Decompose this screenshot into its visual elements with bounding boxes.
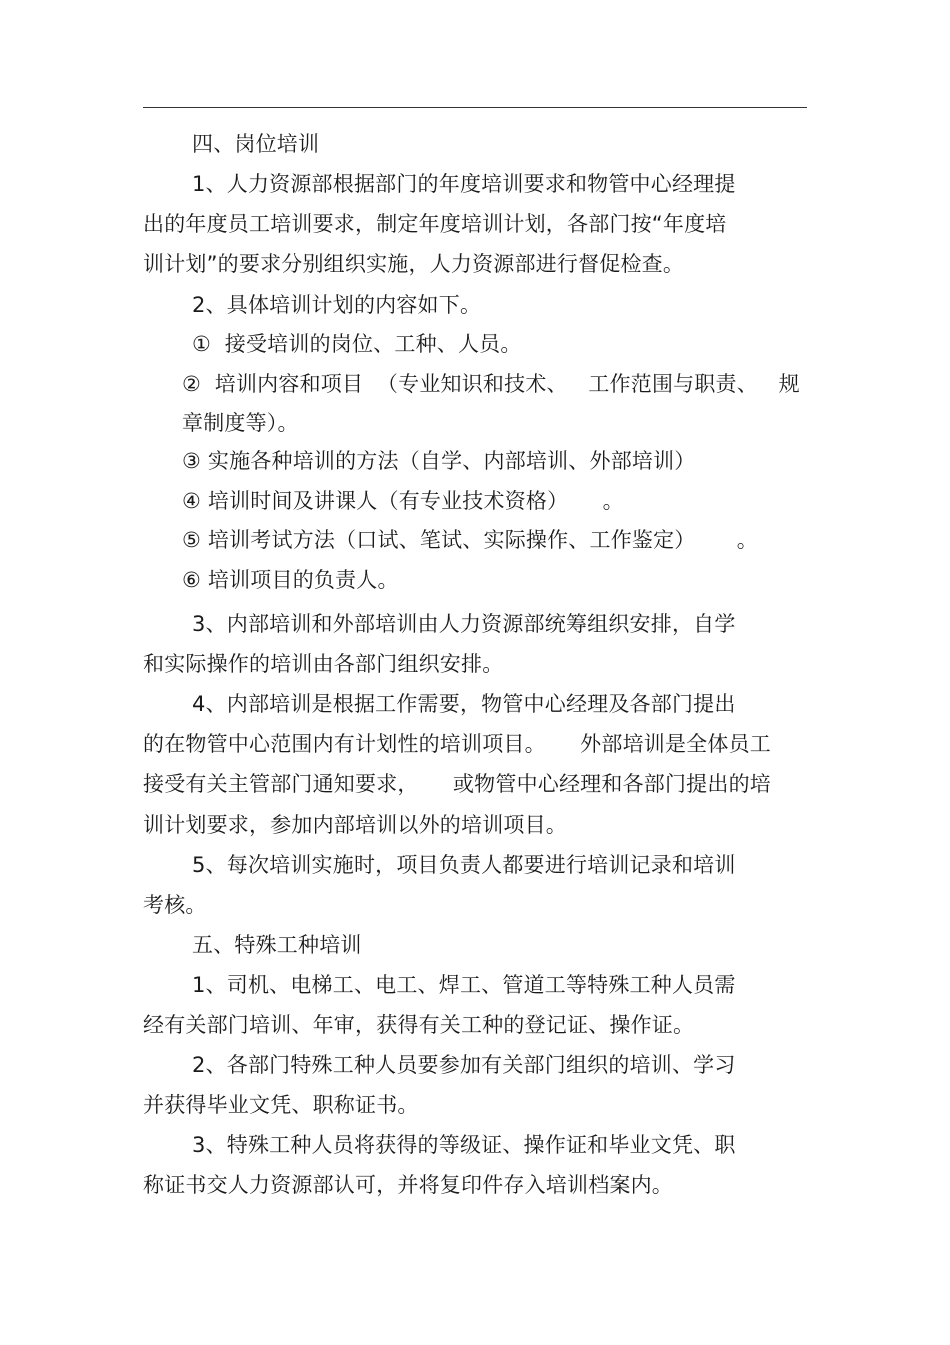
paragraph-line: 的在物管中心范围内有计划性的培训项目。 外部培训是全体员工 <box>143 732 771 756</box>
list-item: ⑤ 培训考试方法（口试、笔试、实际操作、工作鉴定） 。 <box>182 528 758 552</box>
list-item: ④ 培训时间及讲课人（有专业技术资格） 。 <box>182 489 624 513</box>
paragraph-line: 3、内部培训和外部培训由人力资源部统筹组织安排，自学 <box>192 612 736 636</box>
paragraph-line: 训计划要求，参加内部培训以外的培训项目。 <box>143 813 567 837</box>
paragraph-line: 经有关部门培训、年审，获得有关工种的登记证、操作证。 <box>143 1013 695 1037</box>
paragraph-line: 接受有关主管部门通知要求， 或物管中心经理和各部门提出的培 <box>143 772 771 796</box>
paragraph-line: 2、具体培训计划的内容如下。 <box>192 293 482 317</box>
paragraph-line: 和实际操作的培训由各部门组织安排。 <box>143 652 504 676</box>
section-heading-4: 四、岗位培训 <box>192 132 320 156</box>
paragraph-line: 出的年度员工培训要求，制定年度培训计划，各部门按“年度培 <box>143 212 727 236</box>
paragraph-line: 1、人力资源部根据部门的年度培训要求和物管中心经理提 <box>192 172 736 196</box>
paragraph-line: 考核。 <box>143 893 207 917</box>
header-divider <box>143 107 807 108</box>
paragraph-line: 1、司机、电梯工、电工、焊工、管道工等特殊工种人员需 <box>192 973 736 997</box>
list-item: ③ 实施各种培训的方法（自学、内部培训、外部培训） <box>182 449 696 473</box>
paragraph-line: 5、每次培训实施时，项目负责人都要进行培训记录和培训 <box>192 853 736 877</box>
list-item: ⑥ 培训项目的负责人。 <box>182 568 399 592</box>
paragraph-line: 称证书交人力资源部认可，并将复印件存入培训档案内。 <box>143 1173 673 1197</box>
list-item-continuation: 章制度等）。 <box>182 411 299 435</box>
paragraph-line: 3、特殊工种人员将获得的等级证、操作证和毕业文凭、职 <box>192 1133 736 1157</box>
paragraph-line: 2、各部门特殊工种人员要参加有关部门组织的培训、学习 <box>192 1053 736 1077</box>
paragraph-line: 训计划”的要求分别组织实施，人力资源部进行督促检查。 <box>143 252 685 276</box>
paragraph-line: 并获得毕业文凭、职称证书。 <box>143 1093 419 1117</box>
paragraph-line: 4、内部培训是根据工作需要，物管中心经理及各部门提出 <box>192 692 736 716</box>
list-item: ① 接受培训的岗位、工种、人员。 <box>192 332 522 356</box>
list-item: ② 培训内容和项目 （专业知识和技术、 工作范围与职责、 规 <box>182 372 800 396</box>
section-heading-5: 五、特殊工种培训 <box>192 933 362 957</box>
